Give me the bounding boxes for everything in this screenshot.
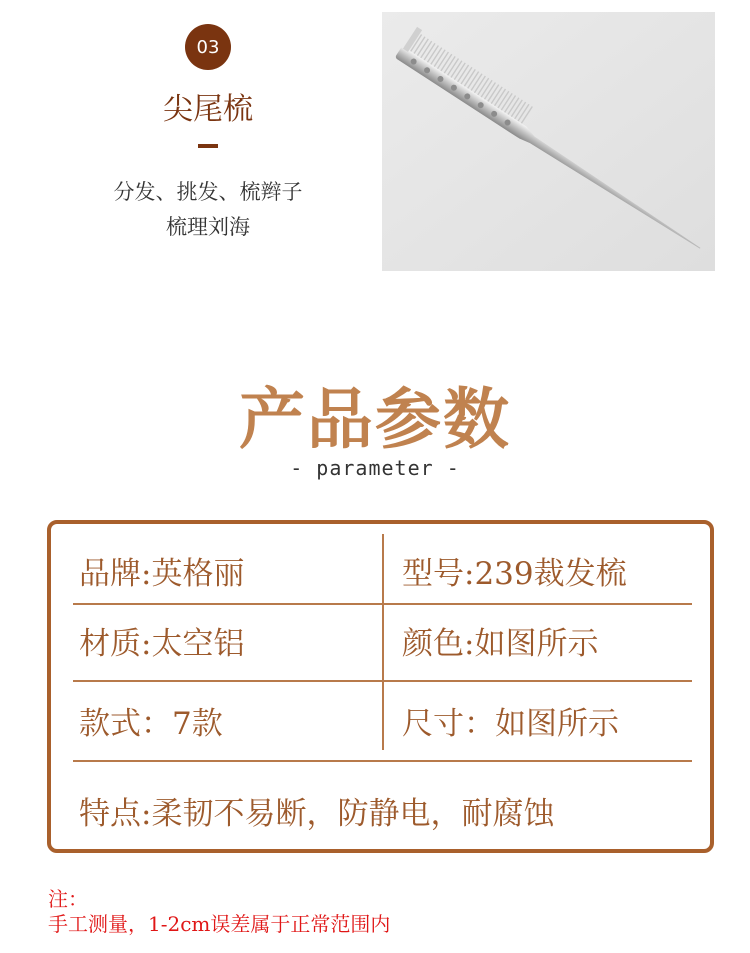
comb-photo xyxy=(382,12,715,271)
param-material: 材质:太空铝 xyxy=(79,626,245,662)
param-color: 颜色:如图所示 xyxy=(402,626,599,662)
title-divider xyxy=(198,144,218,148)
tail-comb-icon xyxy=(382,12,715,271)
parameter-table xyxy=(47,520,714,853)
param-model: 型号:239裁发梳 xyxy=(402,556,627,592)
table-divider xyxy=(73,760,692,762)
item-title: 尖尾梳 xyxy=(163,92,253,127)
note-text: 手工测量，1-2cm误差属于正常范围内 xyxy=(48,912,391,936)
item-number-badge xyxy=(185,24,231,70)
section-title: 产品参数 xyxy=(239,381,511,458)
param-brand: 品牌:英格丽 xyxy=(79,556,245,592)
table-column-divider xyxy=(382,534,384,750)
item-number: 03 xyxy=(196,36,220,58)
section-subtitle: - parameter - xyxy=(290,456,460,480)
param-features: 特点:柔韧不易断，防静电，耐腐蚀 xyxy=(79,796,555,832)
param-style: 款式：7款 xyxy=(79,706,223,742)
note-label: 注： xyxy=(48,887,88,911)
param-size: 尺寸：如图所示 xyxy=(402,706,619,742)
item-description-line-2: 梳理刘海 xyxy=(166,215,250,239)
item-description-line-1: 分发、挑发、梳辫子 xyxy=(113,180,303,204)
